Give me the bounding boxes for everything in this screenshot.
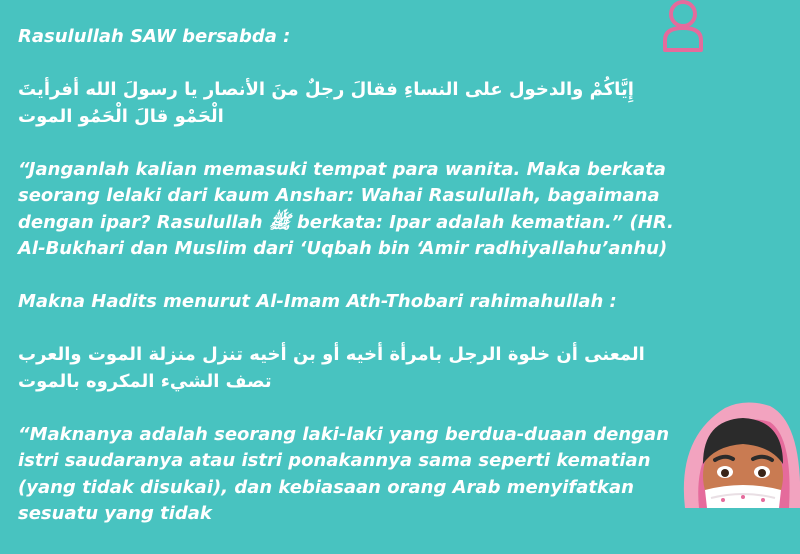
meaning-heading: Makna Hadits menurut Al-Imam Ath-Thobari rahimahullah : xyxy=(18,291,617,312)
hadith-arabic-text: إِيَّاكُمْ والدخول على النساءِ فقالَ رجلٌ منَ الأنصار يا رسولَ الله أفرأيتَ الْحَمْو قالَ الْحَمُو الموت xyxy=(18,79,634,127)
hadith-text-block xyxy=(18,24,678,554)
hijab-woman-mask-avatar xyxy=(675,398,800,508)
hadith-translation-text: “Janganlah kalian memasuki tempat para wanita. Maka berkata seorang lelaki dari kaum Anshar: Wahai Rasulullah, bagaimana dengan ipar? Rasulullah ﷺ berkata: Ipar adalah kematian.” (HR. Al-Bukhari dan Muslim dari ‘Uqbah bin ‘Amir radhiyallahu’anhu) xyxy=(18,158,674,259)
meaning-arabic-text: المعنى أن خلوة الرجل بامرأة أخيه أو بن أخيه تنزل منزلة الموت والعرب تصف الشيء المكروه بالموت xyxy=(18,344,645,392)
meaning-translation-text: “Maknanya adalah seorang laki-laki yang berdua-duaan dengan istri saudaranya atau istri ponakannya sama seperti kematian (yang tidak disukai), dan kebiasaan orang Arab menyifatkan sesuatu yang tidak xyxy=(18,423,670,524)
header-text: Rasulullah SAW bersabda : xyxy=(18,26,291,47)
person-outline-icon xyxy=(655,0,711,54)
